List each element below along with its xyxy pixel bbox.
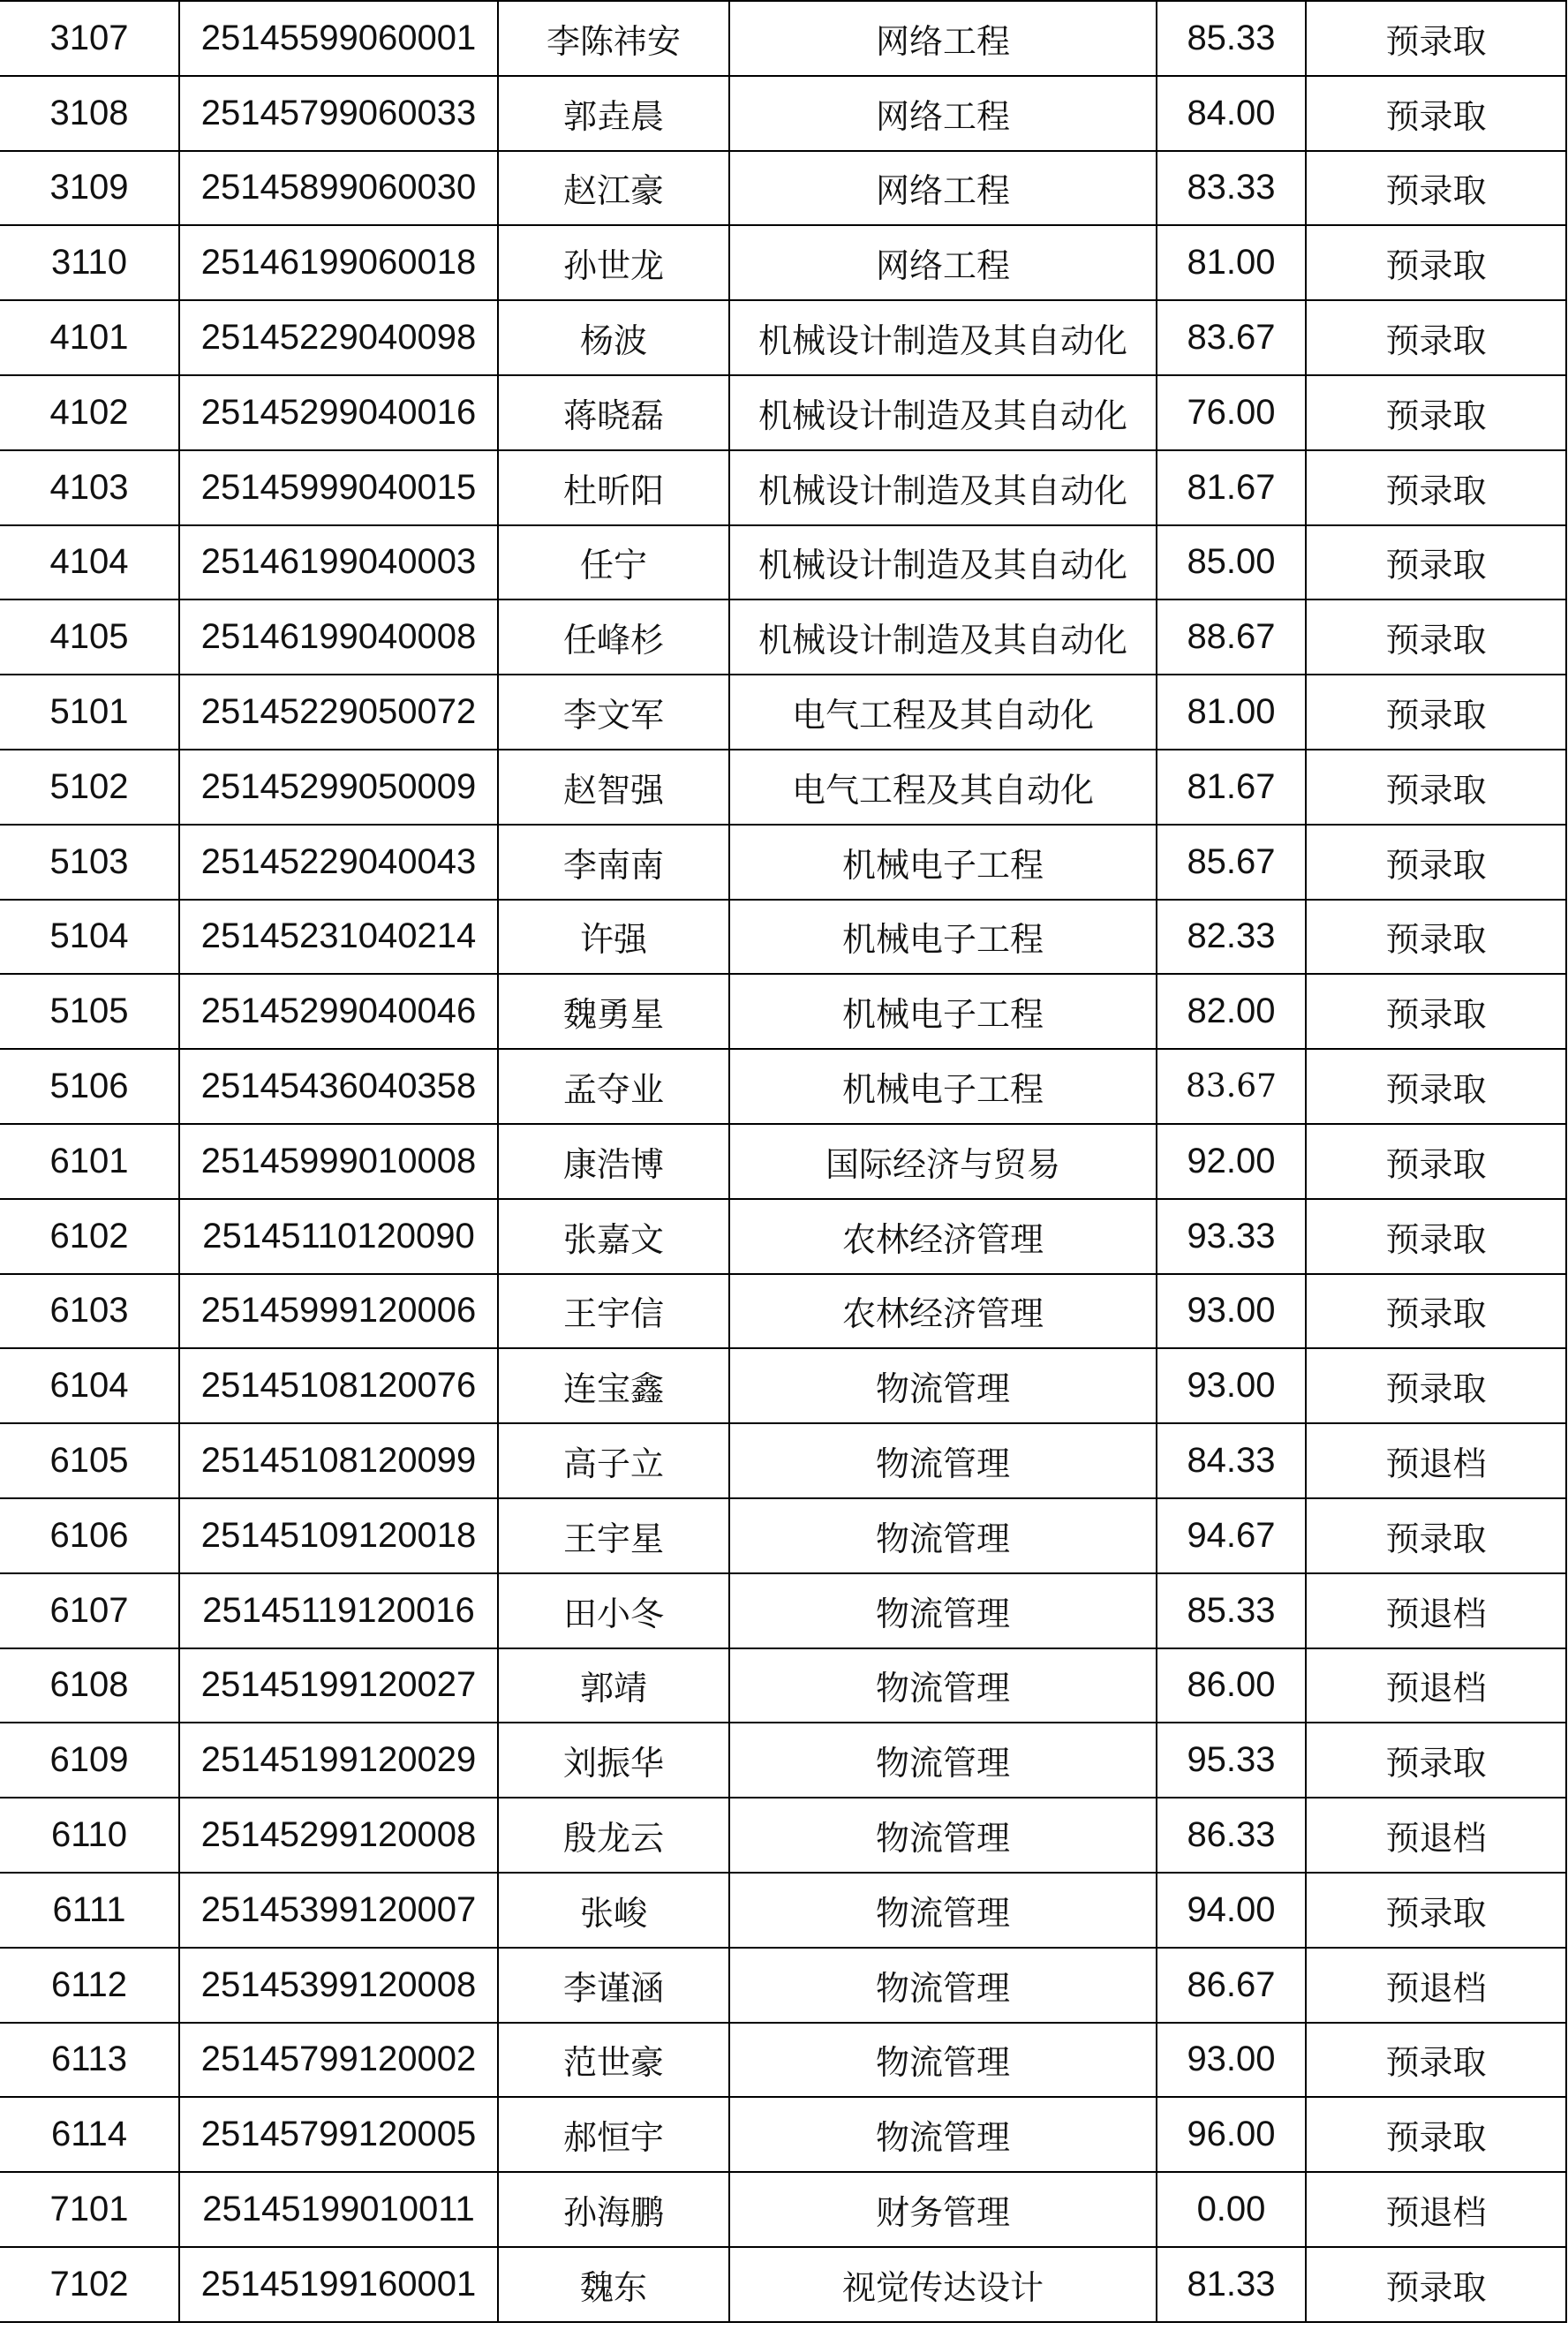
- score-cell: 0.00: [1157, 2172, 1306, 2247]
- major-cell: 机械设计制造及其自动化: [729, 375, 1157, 450]
- candidate-id-cell: 25146199040003: [179, 525, 498, 600]
- major-cell: 物流管理: [729, 2023, 1157, 2098]
- table-row: [0, 675, 1566, 750]
- student-name-cell: 杨波: [498, 300, 729, 375]
- major-cell: 电气工程及其自动化: [729, 675, 1157, 750]
- score-cell: 93.00: [1157, 1348, 1306, 1423]
- student-name-cell: 田小冬: [498, 1573, 729, 1648]
- candidate-id-cell: 25145799120005: [179, 2097, 498, 2172]
- student-name-cell: 郝恒宇: [498, 2097, 729, 2172]
- student-name-cell: 李文军: [498, 675, 729, 750]
- student-name-cell: 赵江豪: [498, 151, 729, 226]
- score-cell: 93.33: [1157, 1199, 1306, 1274]
- seq-cell: 6112: [0, 1948, 179, 2023]
- status-cell: 预录取: [1306, 675, 1566, 750]
- status-cell: 预录取: [1306, 1498, 1566, 1573]
- student-name-cell: 殷龙云: [498, 1798, 729, 1873]
- status-cell: 预录取: [1306, 1348, 1566, 1423]
- candidate-id-cell: 25145199120029: [179, 1723, 498, 1798]
- status-cell: 预录取: [1306, 2097, 1566, 2172]
- major-cell: 机械电子工程: [729, 1049, 1157, 1124]
- major-cell: 网络工程: [729, 76, 1157, 151]
- status-cell: 预退档: [1306, 1423, 1566, 1498]
- score-cell: 93.00: [1157, 1274, 1306, 1349]
- major-cell: 农林经济管理: [729, 1199, 1157, 1274]
- candidate-id-cell: 25146199040008: [179, 599, 498, 675]
- candidate-id-cell: 25145436040358: [179, 1049, 498, 1124]
- seq-cell: 5102: [0, 750, 179, 825]
- status-cell: 预录取: [1306, 825, 1566, 900]
- seq-cell: 7102: [0, 2247, 179, 2322]
- score-cell: 96.00: [1157, 2097, 1306, 2172]
- seq-cell: 3109: [0, 151, 179, 226]
- score-cell: 83.67: [1157, 300, 1306, 375]
- candidate-id-cell: 25146199060018: [179, 225, 498, 300]
- student-name-cell: 连宝鑫: [498, 1348, 729, 1423]
- seq-cell: 6107: [0, 1573, 179, 1648]
- major-cell: 机械电子工程: [729, 974, 1157, 1049]
- table-row: [0, 300, 1566, 375]
- student-name-cell: 郭垚晨: [498, 76, 729, 151]
- major-cell: 物流管理: [729, 2097, 1157, 2172]
- candidate-id-cell: 25145999120006: [179, 1274, 498, 1349]
- status-cell: 预录取: [1306, 375, 1566, 450]
- major-cell: 视觉传达设计: [729, 2247, 1157, 2322]
- score-cell: 86.67: [1157, 1948, 1306, 2023]
- major-cell: 网络工程: [729, 1, 1157, 76]
- seq-cell: 6104: [0, 1348, 179, 1423]
- seq-cell: 6105: [0, 1423, 179, 1498]
- candidate-id-cell: 25145299040046: [179, 974, 498, 1049]
- candidate-id-cell: 25145109120018: [179, 1498, 498, 1573]
- status-cell: 预录取: [1306, 1873, 1566, 1948]
- status-cell: 预录取: [1306, 1124, 1566, 1199]
- major-cell: 机械设计制造及其自动化: [729, 300, 1157, 375]
- major-cell: 物流管理: [729, 1948, 1157, 2023]
- status-cell: 预录取: [1306, 450, 1566, 525]
- table-row: [0, 1498, 1566, 1573]
- candidate-id-cell: 25145199160001: [179, 2247, 498, 2322]
- candidate-id-cell: 25145999010008: [179, 1124, 498, 1199]
- major-cell: 财务管理: [729, 2172, 1157, 2247]
- table-row: [0, 2172, 1566, 2247]
- major-cell: 机械设计制造及其自动化: [729, 599, 1157, 675]
- table-row: [0, 225, 1566, 300]
- candidate-id-cell: 25145399120007: [179, 1873, 498, 1948]
- table-row: [0, 825, 1566, 900]
- status-cell: 预录取: [1306, 2247, 1566, 2322]
- seq-cell: 5104: [0, 900, 179, 975]
- status-cell: 预录取: [1306, 76, 1566, 151]
- status-cell: 预退档: [1306, 2172, 1566, 2247]
- status-cell: 预录取: [1306, 300, 1566, 375]
- status-cell: 预录取: [1306, 1049, 1566, 1124]
- seq-cell: 6101: [0, 1124, 179, 1199]
- student-name-cell: 孟夺业: [498, 1049, 729, 1124]
- score-cell: 94.67: [1157, 1498, 1306, 1573]
- status-cell: 预退档: [1306, 1573, 1566, 1648]
- seq-cell: 5103: [0, 825, 179, 900]
- major-cell: 物流管理: [729, 1873, 1157, 1948]
- score-cell: 85.67: [1157, 825, 1306, 900]
- score-cell: 92.00: [1157, 1124, 1306, 1199]
- table-row: [0, 599, 1566, 675]
- table-row: [0, 2247, 1566, 2322]
- candidate-id-cell: 25145108120076: [179, 1348, 498, 1423]
- student-name-cell: 李谨涵: [498, 1948, 729, 2023]
- score-cell: 94.00: [1157, 1873, 1306, 1948]
- table-row: [0, 1274, 1566, 1349]
- candidate-id-cell: 25145599060001: [179, 1, 498, 76]
- seq-cell: 6102: [0, 1199, 179, 1274]
- seq-cell: 5106: [0, 1049, 179, 1124]
- score-cell: 81.00: [1157, 225, 1306, 300]
- score-cell: 83.33: [1157, 151, 1306, 226]
- seq-cell: 6111: [0, 1873, 179, 1948]
- candidate-id-cell: 25145799060033: [179, 76, 498, 151]
- table-row: [0, 375, 1566, 450]
- candidate-id-cell: 25145899060030: [179, 151, 498, 226]
- candidate-id-cell: 25145199010011: [179, 2172, 498, 2247]
- score-cell: 86.00: [1157, 1648, 1306, 1723]
- student-name-cell: 赵智强: [498, 750, 729, 825]
- student-name-cell: 孙世龙: [498, 225, 729, 300]
- major-cell: 物流管理: [729, 1723, 1157, 1798]
- candidate-id-cell: 25145299120008: [179, 1798, 498, 1873]
- major-cell: 农林经济管理: [729, 1274, 1157, 1349]
- score-cell: 84.33: [1157, 1423, 1306, 1498]
- table-row: [0, 1199, 1566, 1274]
- seq-cell: 3107: [0, 1, 179, 76]
- major-cell: 机械设计制造及其自动化: [729, 525, 1157, 600]
- seq-cell: 4105: [0, 599, 179, 675]
- status-cell: 预录取: [1306, 151, 1566, 226]
- candidate-id-cell: 25145229040043: [179, 825, 498, 900]
- major-cell: 国际经济与贸易: [729, 1124, 1157, 1199]
- admission-table-body: [0, 1, 1566, 2322]
- student-name-cell: 许强: [498, 900, 729, 975]
- seq-cell: 7101: [0, 2172, 179, 2247]
- table-row: [0, 450, 1566, 525]
- student-name-cell: 郭靖: [498, 1648, 729, 1723]
- status-cell: 预退档: [1306, 1948, 1566, 2023]
- seq-cell: 3110: [0, 225, 179, 300]
- table-row: [0, 1348, 1566, 1423]
- table-row: [0, 974, 1566, 1049]
- student-name-cell: 王宇信: [498, 1274, 729, 1349]
- score-cell: 81.00: [1157, 675, 1306, 750]
- candidate-id-cell: 25145108120099: [179, 1423, 498, 1498]
- score-cell: 84.00: [1157, 76, 1306, 151]
- seq-cell: 6110: [0, 1798, 179, 1873]
- score-cell: 86.33: [1157, 1798, 1306, 1873]
- table-row: [0, 1948, 1566, 2023]
- score-cell: 95.33: [1157, 1723, 1306, 1798]
- score-cell: 83.67: [1157, 1049, 1306, 1124]
- major-cell: 物流管理: [729, 1648, 1157, 1723]
- table-row: [0, 1423, 1566, 1498]
- candidate-id-cell: 25145299050009: [179, 750, 498, 825]
- student-name-cell: 张峻: [498, 1873, 729, 1948]
- student-name-cell: 高子立: [498, 1423, 729, 1498]
- score-cell: 85.33: [1157, 1573, 1306, 1648]
- score-cell: 76.00: [1157, 375, 1306, 450]
- table-row: [0, 750, 1566, 825]
- seq-cell: 6103: [0, 1274, 179, 1349]
- status-cell: 预录取: [1306, 900, 1566, 975]
- student-name-cell: 张嘉文: [498, 1199, 729, 1274]
- seq-cell: 5101: [0, 675, 179, 750]
- status-cell: 预录取: [1306, 1274, 1566, 1349]
- table-row: [0, 76, 1566, 151]
- major-cell: 物流管理: [729, 1573, 1157, 1648]
- student-name-cell: 魏东: [498, 2247, 729, 2322]
- major-cell: 物流管理: [729, 1348, 1157, 1423]
- seq-cell: 6106: [0, 1498, 179, 1573]
- table-row: [0, 1573, 1566, 1648]
- table-row: [0, 1, 1566, 76]
- student-name-cell: 王宇星: [498, 1498, 729, 1573]
- status-cell: 预退档: [1306, 1648, 1566, 1723]
- status-cell: 预退档: [1306, 1798, 1566, 1873]
- table-row: [0, 151, 1566, 226]
- student-name-cell: 孙海鹏: [498, 2172, 729, 2247]
- seq-cell: 3108: [0, 76, 179, 151]
- candidate-id-cell: 25145231040214: [179, 900, 498, 975]
- table-row: [0, 2023, 1566, 2098]
- seq-cell: 4102: [0, 375, 179, 450]
- candidate-id-cell: 25145229040098: [179, 300, 498, 375]
- student-name-cell: 任宁: [498, 525, 729, 600]
- status-cell: 预录取: [1306, 974, 1566, 1049]
- seq-cell: 6114: [0, 2097, 179, 2172]
- student-name-cell: 魏勇星: [498, 974, 729, 1049]
- score-cell: 81.67: [1157, 450, 1306, 525]
- table-row: [0, 900, 1566, 975]
- candidate-id-cell: 25145399120008: [179, 1948, 498, 2023]
- score-cell: 81.33: [1157, 2247, 1306, 2322]
- status-cell: 预录取: [1306, 2023, 1566, 2098]
- seq-cell: 6113: [0, 2023, 179, 2098]
- candidate-id-cell: 25145199120027: [179, 1648, 498, 1723]
- status-cell: 预录取: [1306, 525, 1566, 600]
- student-name-cell: 范世豪: [498, 2023, 729, 2098]
- score-cell: 82.00: [1157, 974, 1306, 1049]
- major-cell: 机械设计制造及其自动化: [729, 450, 1157, 525]
- seq-cell: 4104: [0, 525, 179, 600]
- status-cell: 预录取: [1306, 225, 1566, 300]
- student-name-cell: 李陈祎安: [498, 1, 729, 76]
- candidate-id-cell: 25145119120016: [179, 1573, 498, 1648]
- candidate-id-cell: 25145110120090: [179, 1199, 498, 1274]
- table-row: [0, 1723, 1566, 1798]
- major-cell: 物流管理: [729, 1798, 1157, 1873]
- student-name-cell: 蒋晓磊: [498, 375, 729, 450]
- major-cell: 物流管理: [729, 1423, 1157, 1498]
- status-cell: 预录取: [1306, 1, 1566, 76]
- table-row: [0, 2097, 1566, 2172]
- table-row: [0, 1873, 1566, 1948]
- seq-cell: 6108: [0, 1648, 179, 1723]
- status-cell: 预录取: [1306, 750, 1566, 825]
- table-row: [0, 525, 1566, 600]
- table-row: [0, 1049, 1566, 1124]
- table-row: [0, 1648, 1566, 1723]
- student-name-cell: 李南南: [498, 825, 729, 900]
- major-cell: 物流管理: [729, 1498, 1157, 1573]
- candidate-id-cell: 25145999040015: [179, 450, 498, 525]
- candidate-id-cell: 25145299040016: [179, 375, 498, 450]
- score-cell: 88.67: [1157, 599, 1306, 675]
- score-cell: 85.00: [1157, 525, 1306, 600]
- status-cell: 预录取: [1306, 599, 1566, 675]
- table-row: [0, 1798, 1566, 1873]
- seq-cell: 6109: [0, 1723, 179, 1798]
- seq-cell: 4101: [0, 300, 179, 375]
- table-row: [0, 1124, 1566, 1199]
- score-cell: 93.00: [1157, 2023, 1306, 2098]
- seq-cell: 4103: [0, 450, 179, 525]
- score-cell: 81.67: [1157, 750, 1306, 825]
- student-name-cell: 刘振华: [498, 1723, 729, 1798]
- student-name-cell: 任峰杉: [498, 599, 729, 675]
- major-cell: 电气工程及其自动化: [729, 750, 1157, 825]
- score-cell: 85.33: [1157, 1, 1306, 76]
- major-cell: 网络工程: [729, 225, 1157, 300]
- major-cell: 网络工程: [729, 151, 1157, 226]
- status-cell: 预录取: [1306, 1723, 1566, 1798]
- major-cell: 机械电子工程: [729, 825, 1157, 900]
- status-cell: 预录取: [1306, 1199, 1566, 1274]
- candidate-id-cell: 25145799120002: [179, 2023, 498, 2098]
- student-name-cell: 康浩博: [498, 1124, 729, 1199]
- seq-cell: 5105: [0, 974, 179, 1049]
- student-name-cell: 杜昕阳: [498, 450, 729, 525]
- candidate-id-cell: 25145229050072: [179, 675, 498, 750]
- major-cell: 机械电子工程: [729, 900, 1157, 975]
- score-cell: 82.33: [1157, 900, 1306, 975]
